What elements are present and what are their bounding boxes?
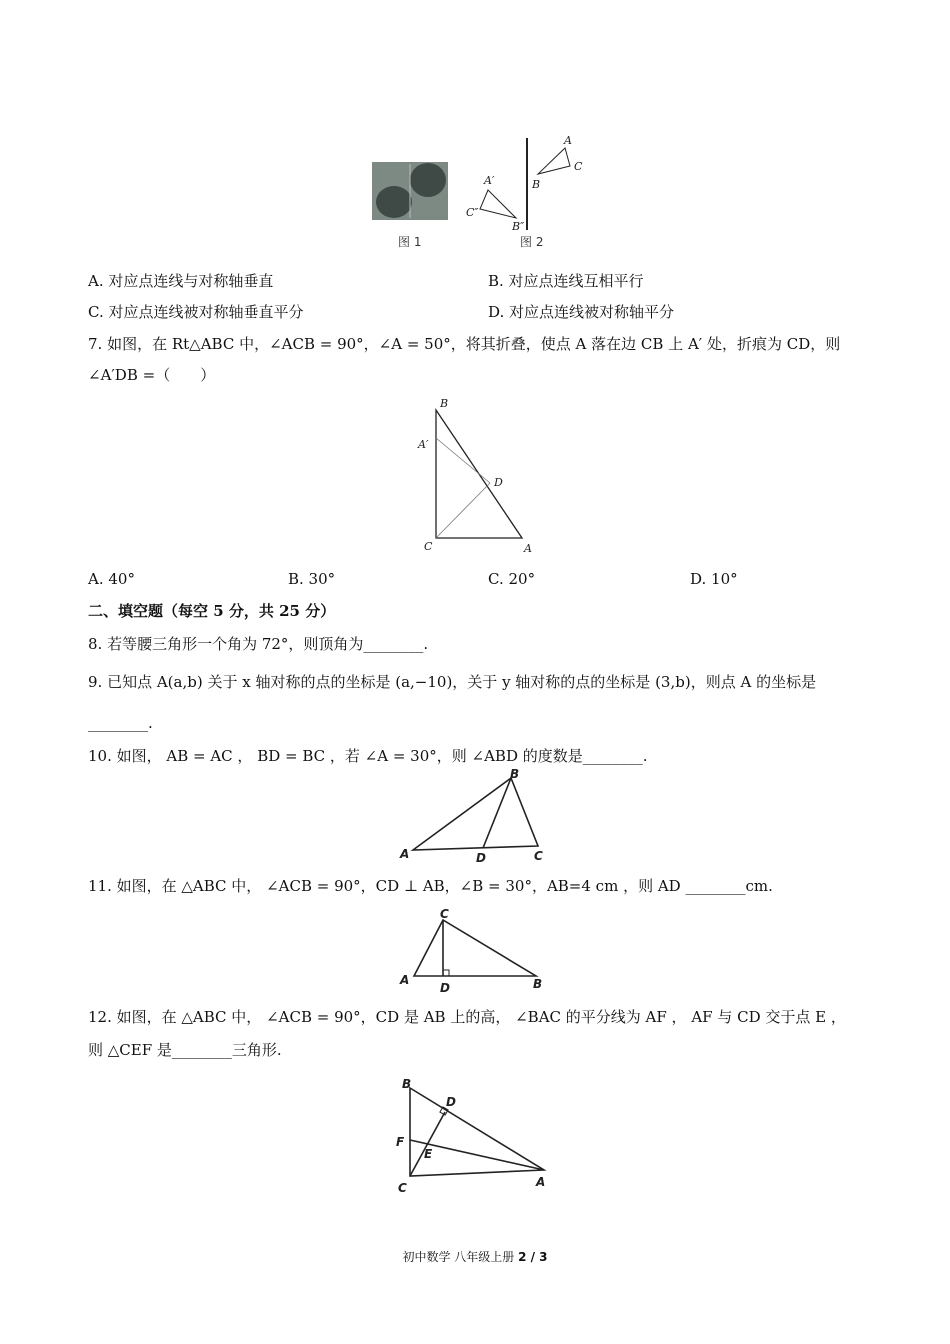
q7-option-d[interactable]: D. 10° [690,570,738,588]
q7-figure [410,396,550,558]
page-footer [0,1248,950,1265]
footer-page-number: 2 / 3 [518,1250,548,1264]
q11-text: 11. 如图，在 △ABC 中， ∠ACB = 90°，CD ⊥ AB，∠B = 30°，AB=4 cm ，则 AD ________cm. [88,877,773,895]
q12-label-B: B [402,1077,412,1091]
label-A-prime: A′ [484,174,495,187]
caption-fig2: 图 2 [520,235,544,249]
caption-fig1: 图 1 [398,235,422,249]
q10-label-B: B [510,767,520,781]
q12-label-F: F [396,1135,405,1149]
footer-text: 初中数学 八年级上册 [402,1250,519,1264]
label-B: B [532,178,541,191]
q9-text-line2: ________. [88,714,153,732]
q11-label-A: A [400,973,410,987]
label-C: C [574,160,583,173]
q7-label-C: C [424,540,433,553]
q7-label-A: A [524,542,532,555]
q7-label-A-prime: A′ [418,438,429,451]
q12-figure [390,1072,560,1196]
q10-figure [396,766,556,866]
triangle-abc [538,148,570,174]
q11-label-C: C [440,907,449,921]
q11-label-B: B [533,977,543,991]
q12-label-A: A [536,1175,546,1189]
q12-figure-svg [390,1072,560,1196]
q6-figure-svg [370,132,600,254]
q7-text-line1: 7. 如图，在 Rt△ABC 中，∠ACB = 90°，∠A = 50°，将其折叠，使点 A 落在边 CB 上 A′ 处，折痕为 CD，则 [88,335,841,353]
q6-figure [370,132,600,254]
q11-label-D: D [440,981,450,995]
q7-text-line2: ∠A′DB =（ ） [88,366,216,384]
q7-figure-svg [410,396,550,558]
q7-label-D: D [494,476,503,489]
q10-label-D: D [476,851,486,865]
q10-label-C: C [534,849,543,863]
label-C-prime: C″ [466,206,479,219]
q7-option-c[interactable]: C. 20° [488,570,536,588]
q11-figure [396,904,556,996]
q10-label-A: A [400,847,410,861]
q11-figure-svg [396,904,556,996]
q12-label-D: D [446,1095,456,1109]
q10-figure-svg [396,766,556,866]
triangle-a1b1c1 [480,190,516,218]
q7-option-b[interactable]: B. 30° [288,570,336,588]
leaf-left [376,186,412,218]
q7-label-B: B [440,397,449,410]
q6-option-d[interactable]: D. 对应点连线被对称轴平分 [488,303,675,321]
q6-option-b[interactable]: B. 对应点连线互相平行 [488,272,644,290]
label-A: A [564,134,572,147]
q6-option-a[interactable]: A. 对应点连线与对称轴垂直 [88,272,274,290]
section-2-heading: 二、填空题（每空 5 分，共 25 分） [88,602,336,620]
leaf-right [410,163,446,197]
q10-text: 10. 如图， AB = AC ， BD = BC ，若 ∠A = 30°，则 ∠ABD 的度数是________. [88,747,648,765]
q8-text: 8. 若等腰三角形一个角为 72°，则顶角为________. [88,635,429,653]
label-B-prime: B″ [512,220,525,233]
q12-label-C: C [398,1181,407,1195]
q7-option-a[interactable]: A. 40° [88,570,135,588]
q12-label-E: E [424,1147,433,1161]
q12-text-line2: 则 △CEF 是________三角形. [88,1041,282,1059]
q12-text-line1: 12. 如图，在 △ABC 中， ∠ACB = 90°，CD 是 AB 上的高， ∠BAC 的平分线为 AF ， AF 与 CD 交于点 E ， [88,1008,846,1026]
q9-text-line1: 9. 已知点 A(a,b) 关于 x 轴对称的点的坐标是 (a,−10)，关于 y 轴对称的点的坐标是 (3,b)，则点 A 的坐标是 [88,673,817,691]
q6-option-c[interactable]: C. 对应点连线被对称轴垂直平分 [88,303,304,321]
